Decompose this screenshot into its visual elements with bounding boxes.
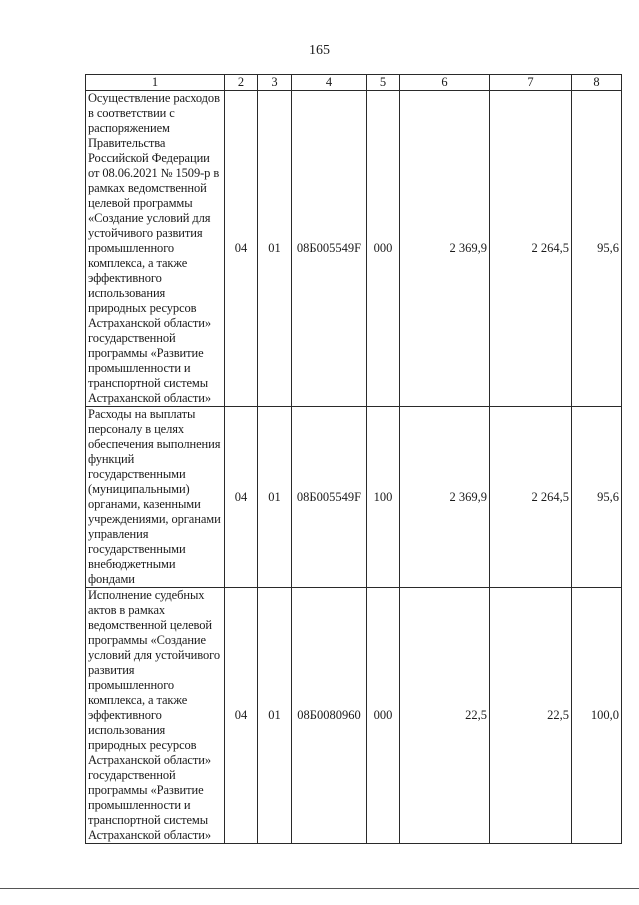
column-header: 7 <box>490 75 572 91</box>
column-header: 4 <box>292 75 367 91</box>
table-cell: 2 264,5 <box>490 91 572 407</box>
column-header: 2 <box>225 75 258 91</box>
table-cell: 000 <box>367 91 400 407</box>
column-header: 3 <box>258 75 292 91</box>
table-cell: 2 264,5 <box>490 407 572 588</box>
table-cell: 04 <box>225 407 258 588</box>
row-description: Расходы на выплаты персоналу в целях обеспечения выполнения функций государственными (муниципальными) органами, казенными учреждениями, органами управления государственными внебюджетными фондами <box>86 407 225 588</box>
table-cell: 08Б005549F <box>292 407 367 588</box>
table-cell: 01 <box>258 91 292 407</box>
column-header: 1 <box>86 75 225 91</box>
table-row <box>86 91 622 407</box>
table-cell: 2 369,9 <box>400 91 490 407</box>
page-number: 165 <box>309 43 330 58</box>
column-header: 5 <box>367 75 400 91</box>
column-header: 6 <box>400 75 490 91</box>
header-row <box>86 75 622 91</box>
table-cell: 95,6 <box>572 91 622 407</box>
table-cell: 08Б005549F <box>292 91 367 407</box>
table-cell: 01 <box>258 407 292 588</box>
row-description: Осуществление расходов в соответствии с распоряжением Правительства Российской Федерации от 08.06.2021 № 1509-р в рамках ведомственной целевой программы «Создание условий для устойчивого развития промышленного комплекса, а также эффективного использования природных ресурсов Астраханской области» государственной программы «Развитие промышленности и транспортной системы Астраханской области» <box>86 91 225 407</box>
table-row <box>86 588 622 844</box>
table-cell: 22,5 <box>400 588 490 844</box>
table-cell: 95,6 <box>572 407 622 588</box>
table-cell: 100 <box>367 407 400 588</box>
table-row <box>86 407 622 588</box>
table-cell: 22,5 <box>490 588 572 844</box>
table-cell: 04 <box>225 91 258 407</box>
table-cell: 000 <box>367 588 400 844</box>
row-description: Исполнение судебных актов в рамках ведомственной целевой программы «Создание условий для устойчивого развития промышленного комплекса, а также эффективного использования природных ресурсов Астраханской области» государственной программы «Развитие промышленности и транспортной системы Астраханской области» <box>86 588 225 844</box>
column-header: 8 <box>572 75 622 91</box>
table-cell: 04 <box>225 588 258 844</box>
table-cell: 100,0 <box>572 588 622 844</box>
table-cell: 08Б0080960 <box>292 588 367 844</box>
table-cell: 2 369,9 <box>400 407 490 588</box>
table-cell: 01 <box>258 588 292 844</box>
footer-divider <box>0 888 639 889</box>
budget-table <box>85 74 622 844</box>
